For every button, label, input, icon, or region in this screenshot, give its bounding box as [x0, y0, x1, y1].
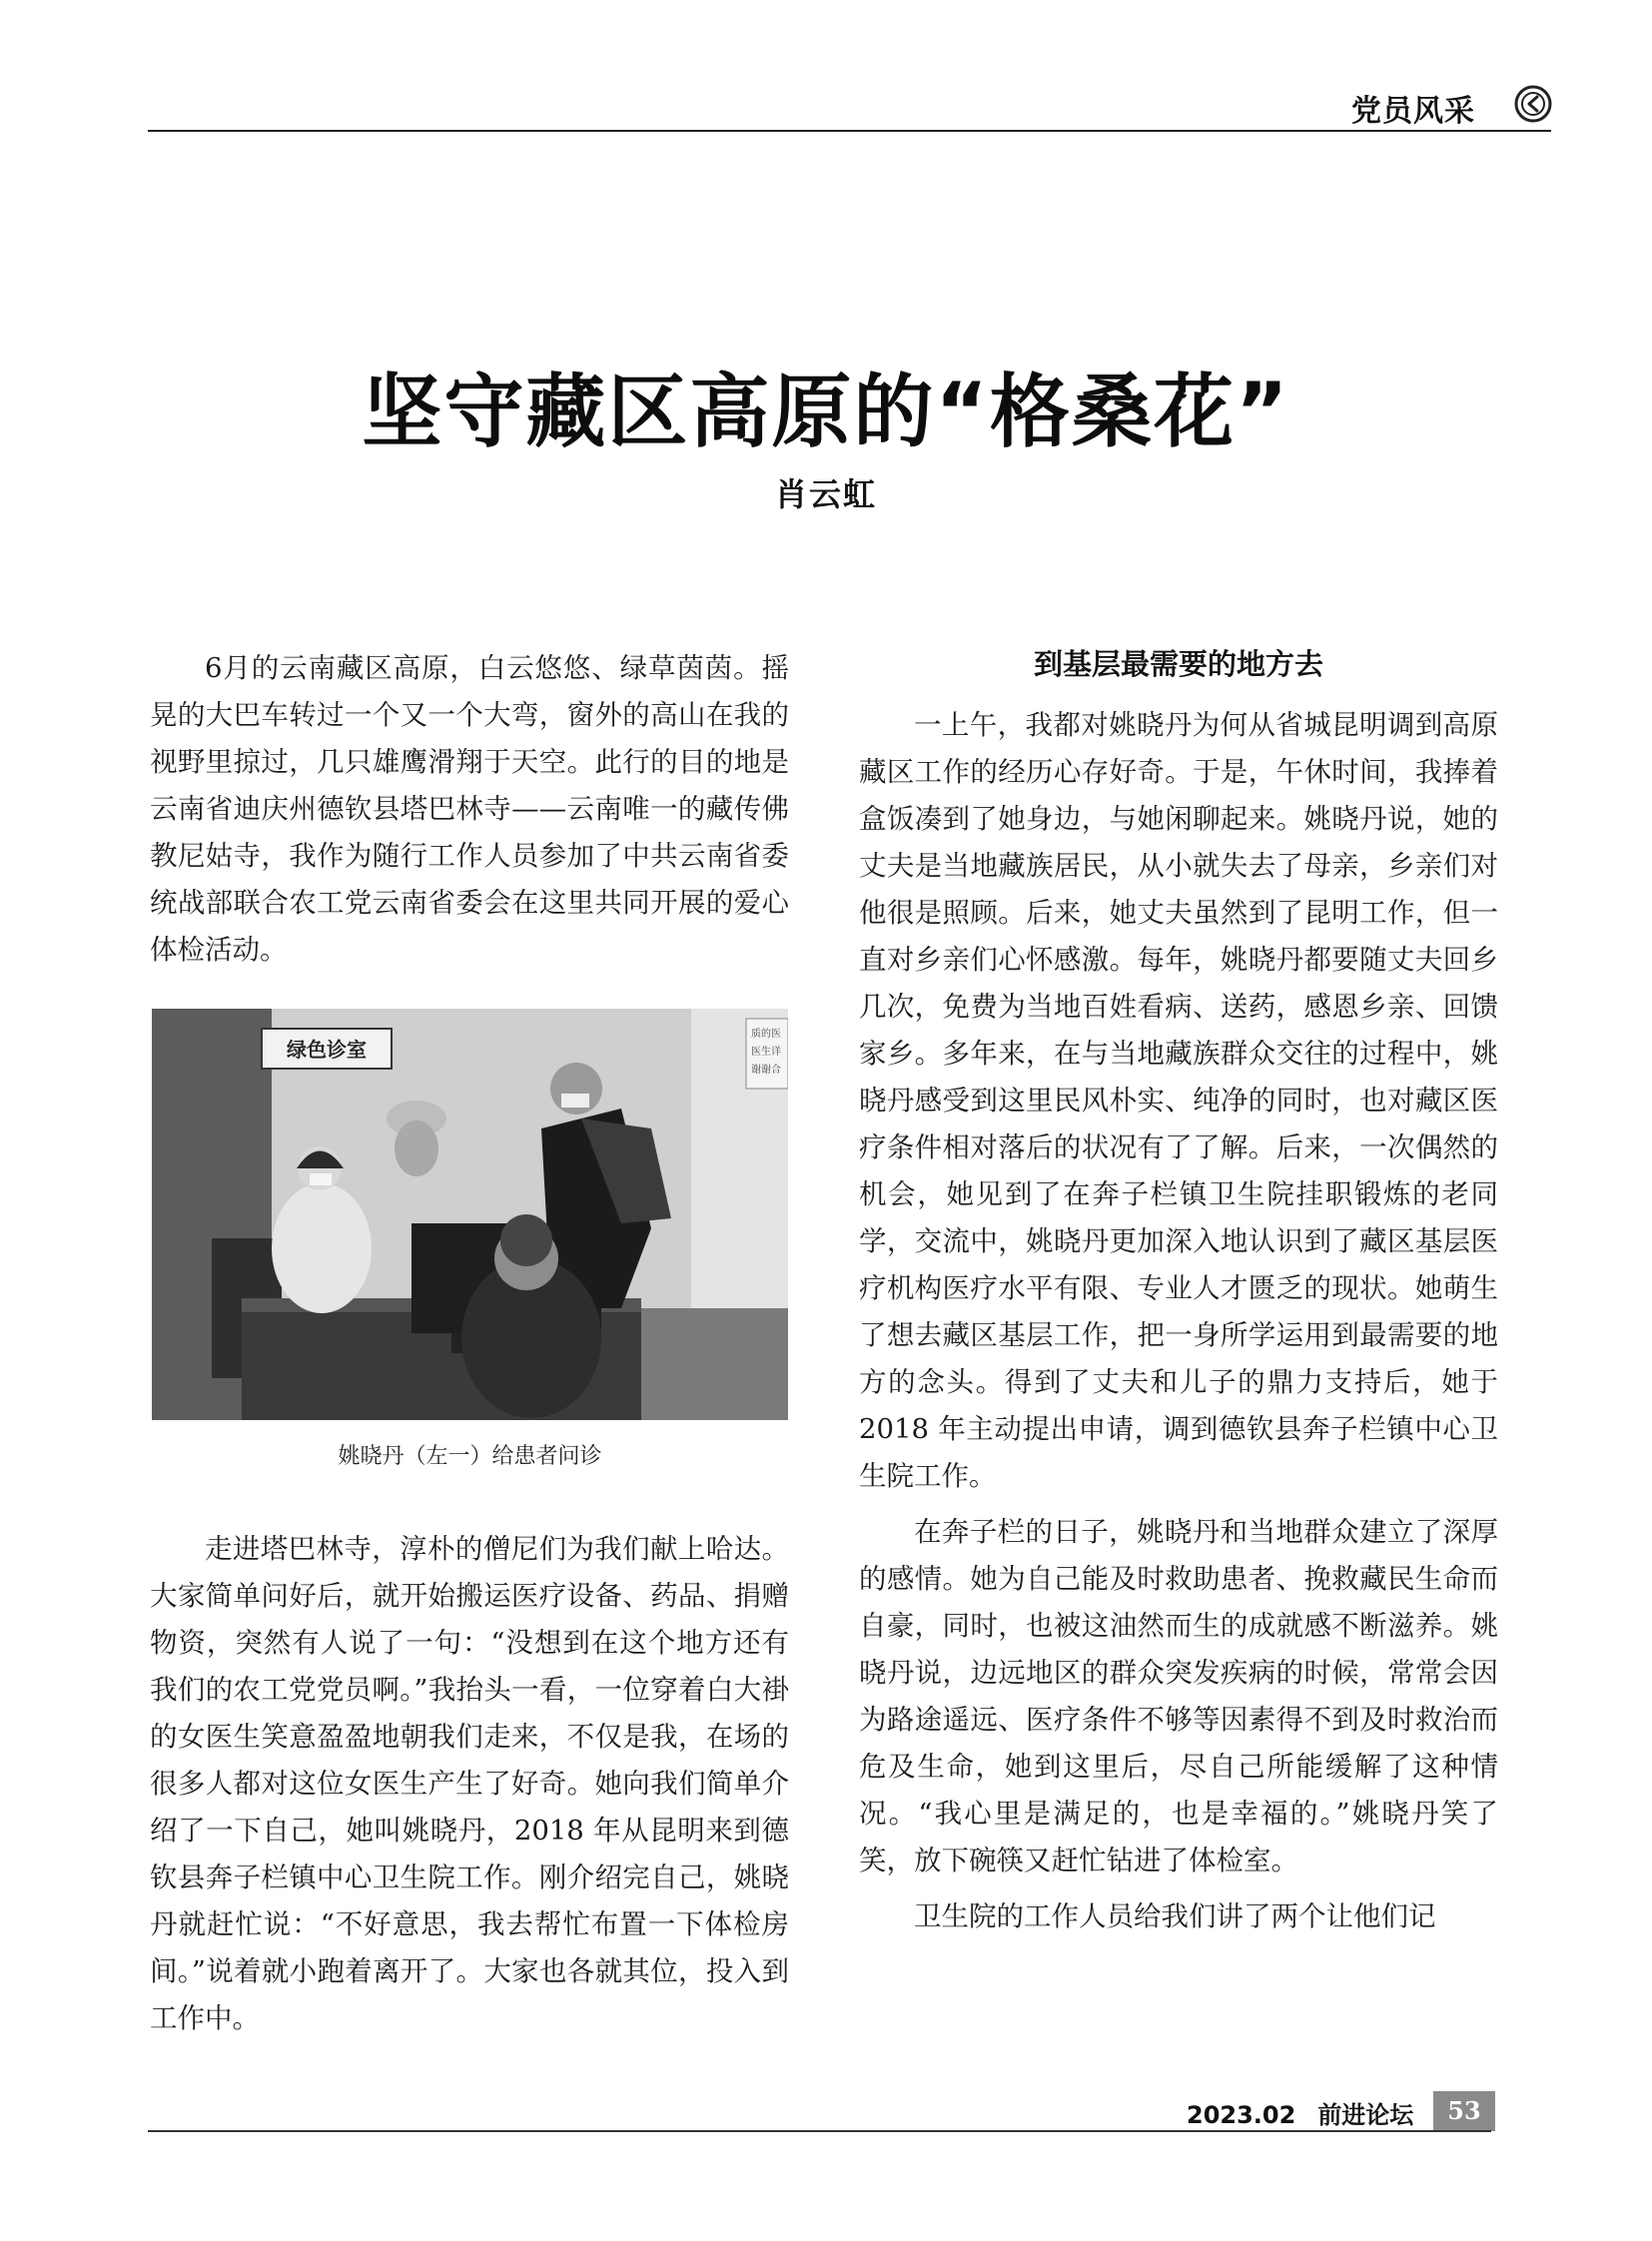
body-paragraph: 走进塔巴林寺，淳朴的僧尼们为我们献上哈达。大家简单问好后，就开始搬运医疗设备、药品、捐赠物资，突然有人说了一句：“没想到在这个地方还有我们的农工党党员啊。”我抬头一看，一位穿着白大褂的女医生笑意盈盈地朝我们走来，不仅是我，在场的很多人都对这位女医生产生了好奇。她向我们简单介绍了一下自己，她叫姚晓丹，2018 年从昆明来到德钦县奔子栏镇中心卫生院工作。刚介绍完自己，姚晓丹就赶忙说：“不好意思，我去帮忙布置一下体检房间。”说着就小跑着离开了。大家也各就其位，投入到工作中。: [150, 1533, 789, 2034]
header-rule: [148, 130, 1551, 132]
photo-notice-line: 谢谢合: [751, 1065, 781, 1076]
left-bottom-column: [150, 1526, 789, 2042]
page-number: 53: [1433, 2091, 1495, 2131]
circle-arrow-left-icon: [1513, 84, 1553, 124]
footer-rule: [148, 2130, 1491, 2132]
body-paragraph: 卫生院的工作人员给我们讲了两个让他们记: [914, 1900, 1436, 1932]
photo-caption: 姚晓丹（左一）给患者问诊: [338, 1444, 602, 1469]
article-author: 肖云虹: [774, 475, 877, 513]
photo-notice-line: 质的医: [751, 1029, 781, 1040]
section-heading: 到基层最需要的地方去: [1033, 647, 1323, 681]
footer-meta: [1187, 2095, 1435, 2130]
article-title: 坚守藏区高原的“格桑花”: [362, 366, 1290, 458]
intro-paragraph: 6月的云南藏区高原，白云悠悠、绿草茵茵。摇晃的大巴车转过一个又一个大弯，窗外的高山在我的视野里掠过，几只雄鹰滑翔于天空。此行的目的地是云南省迪庆州德钦县塔巴林寺——云南唯一的藏传佛教尼姑寺，我作为随行工作人员参加了中共云南省委统战部联合农工党云南省委会在这里共同开展的爱心体检活动。: [150, 652, 789, 966]
section-label: 党员风采: [1351, 94, 1475, 129]
issue-date: 2023.02: [1187, 2101, 1296, 2129]
body-paragraph: 一上午，我都对姚晓丹为何从省城昆明调到高原藏区工作的经历心存好奇。于是，午休时间，我捧着盒饭凑到了她身边，与她闲聊起来。姚晓丹说，她的丈夫是当地藏族居民，从小就失去了母亲，乡亲们对他很是照顾。后来，她丈夫虽然到了昆明工作，但一直对乡亲们心怀感激。每年，姚晓丹都要随丈夫回乡几次，免费为当地百姓看病、送药，感恩乡亲、回馈家乡。多年来，在与当地藏族群众交往的过程中，姚晓丹感受到这里民风朴实、纯净的同时，也对藏区医疗条件相对落后的状况有了了解。后来，一次偶然的机会，她见到了在奔子栏镇卫生院挂职锻炼的老同学，交流中，姚晓丹更加深入地认识到了藏区基层医疗机构医疗水平有限、专业人才匮乏的现状。她萌生了想去藏区基层工作，把一身所学运用到最需要的地方的念头。得到了丈夫和儿子的鼎力支持后，她于 2018 年主动提出申请，调到德钦县奔子栏镇中心卫生院工作。: [859, 709, 1498, 1492]
photo-sign-text: 绿色诊室: [287, 1038, 367, 1062]
body-paragraph: 在奔子栏的日子，姚晓丹和当地群众建立了深厚的感情。她为自己能及时救助患者、挽救藏民生命而自豪，同时，也被这油然而生的成就感不断滋养。姚晓丹说，边远地区的群众突发疾病的时候，常常会因为路途遥远、医疗条件不够等因素得不到及时救治而危及生命，她到这里后，尽自己所能缓解了这种情况。“我心里是满足的，也是幸福的。”姚晓丹笑了笑，放下碗筷又赶忙钻进了体检室。: [859, 1516, 1498, 1876]
right-column: [859, 641, 1498, 1949]
journal-name: 前进论坛: [1317, 2101, 1414, 2129]
article-photo: [152, 1009, 788, 1420]
photo-notice-line: 医生详: [751, 1047, 781, 1058]
intro-column: [150, 645, 789, 974]
